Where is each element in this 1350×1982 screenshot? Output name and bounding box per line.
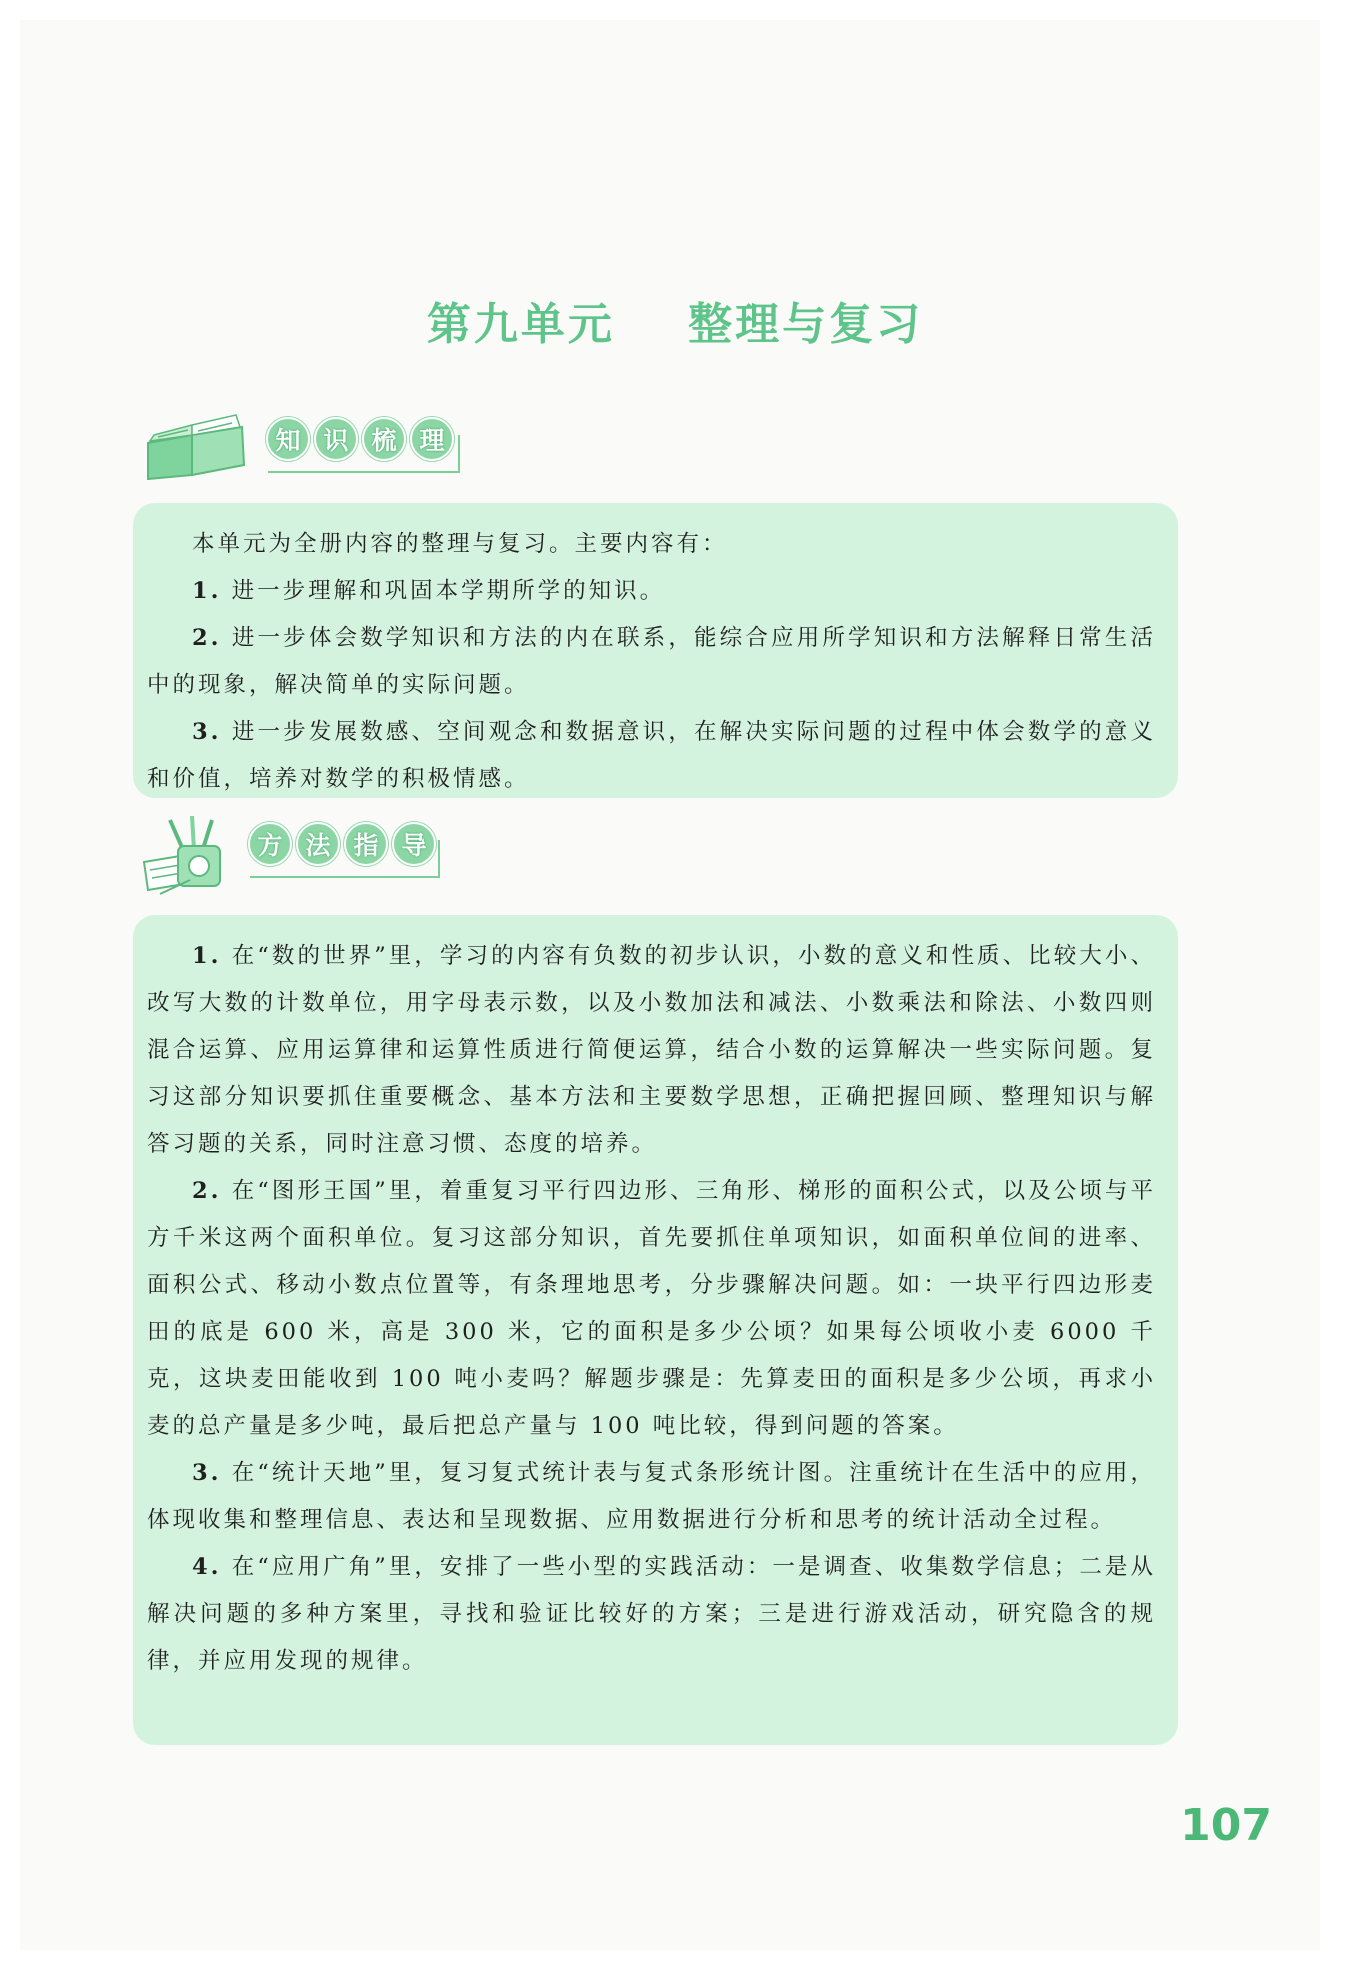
paragraph: 2. 进一步体会数学知识和方法的内在联系，能综合应用所学知识和方法解释日常生活中的现象，解决简单的实际问题。 <box>147 625 1156 698</box>
chapter-title: 第九单元 整理与复习 <box>426 299 924 350</box>
heading-underline <box>268 435 460 473</box>
heading-char: 法 <box>296 822 340 866</box>
heading-char: 识 <box>314 417 358 461</box>
section-heading-knowledge <box>140 405 470 485</box>
paragraph: 2. 在“图形王国”里，着重复习平行四边形、三角形、梯形的面积公式，以及公顷与平方千米这两个面积单位。复习这部分知识，首先要抓住单项知识，如面积单位间的进率、面积公式、移动小数点位置等，有条理地思考，分步骤解决问题。如：一块平行四边形麦田的底是 600 米，高是 300 米，它的面积是多少公顷？如果每公顷收小麦 6000 千克，这块麦田能收到 100 吨小麦吗？解题步骤是：先算麦田的面积是多少公顷，再求小麦的总产量是多少吨，最后把总产量与 100 吨比较，得到问题的答案。 <box>147 1178 1156 1439</box>
method-box <box>133 915 1178 1745</box>
pencil-cup-icon <box>140 810 250 895</box>
heading-char: 方 <box>248 822 292 866</box>
heading-char: 梳 <box>362 417 406 461</box>
open-book-icon <box>140 405 250 485</box>
paragraph: 1. 进一步理解和巩固本学期所学的知识。 <box>192 578 666 604</box>
section-heading-method <box>140 810 450 890</box>
heading-char: 理 <box>410 417 454 461</box>
paragraph: 本单元为全册内容的整理与复习。主要内容有： <box>192 531 728 557</box>
page-number: 107 <box>1180 1800 1272 1851</box>
knowledge-box <box>133 503 1178 798</box>
heading-underline <box>250 840 440 878</box>
heading-char: 知 <box>266 417 310 461</box>
heading-char: 指 <box>344 822 388 866</box>
paragraph: 3. 在“统计天地”里，复习复式统计表与复式条形统计图。注重统计在生活中的应用，体现收集和整理信息、表达和呈现数据、应用数据进行分析和思考的统计活动全过程。 <box>147 1460 1156 1533</box>
paragraph: 3. 进一步发展数感、空间观念和数据意识，在解决实际问题的过程中体会数学的意义和价值，培养对数学的积极情感。 <box>147 719 1156 792</box>
heading-char: 导 <box>392 822 436 866</box>
paragraph: 1. 在“数的世界”里，学习的内容有负数的初步认识，小数的意义和性质、比较大小、改写大数的计数单位，用字母表示数，以及小数加法和减法、小数乘法和除法、小数四则混合运算、应用运算律和运算性质进行简便运算，结合小数的运算解决一些实际问题。复习这部分知识要抓住重要概念、基本方法和主要数学思想，正确把握回顾、整理知识与解答习题的关系，同时注意习惯、态度的培养。 <box>147 943 1156 1157</box>
paragraph: 4. 在“应用广角”里，安排了一些小型的实践活动：一是调查、收集数学信息；二是从解决问题的多种方案里，寻找和验证比较好的方案；三是进行游戏活动，研究隐含的规律，并应用发现的规律。 <box>147 1554 1156 1674</box>
